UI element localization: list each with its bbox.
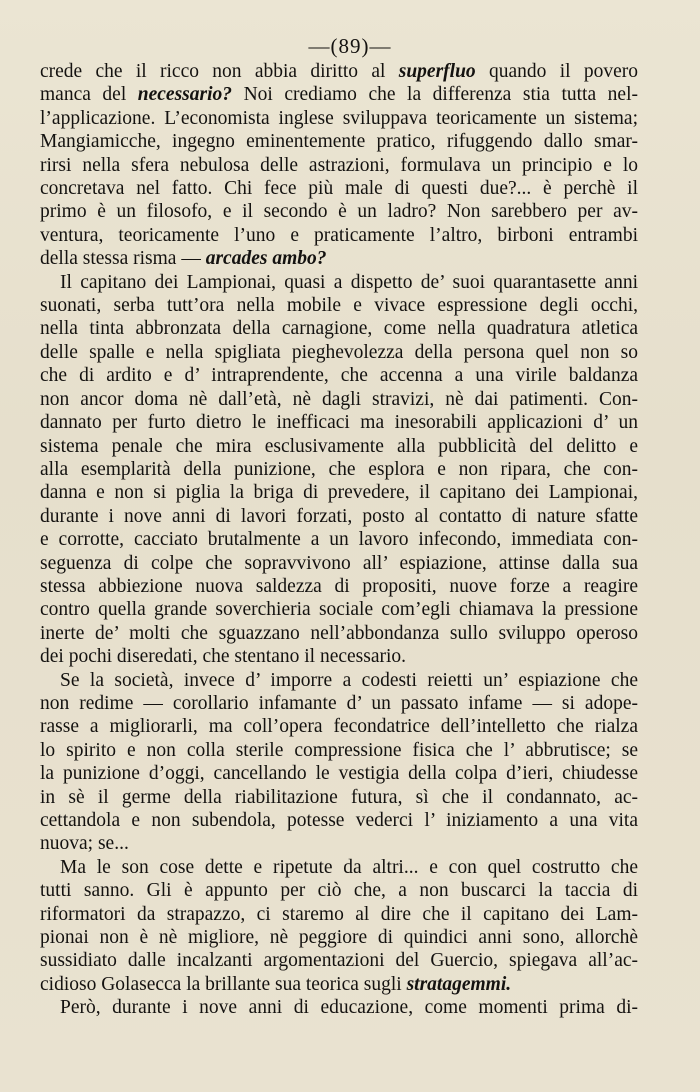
text-line — [40, 60, 638, 83]
text-run: della stessa risma — — [40, 248, 206, 270]
text-run: stessa abbiezione nuova saldezza di propositi, nuove forze a reagire — [40, 575, 638, 597]
text-line — [40, 247, 638, 270]
text-run: nuova; se... — [40, 833, 129, 855]
text-run: la punizione d’oggi, cancellando le vestigia della colpa d’ieri, chiudesse — [40, 763, 638, 785]
text-line — [40, 809, 638, 832]
text-line — [40, 949, 638, 972]
text-run: contro quella grande soverchieria sociale com’egli chiamava la pressione — [40, 599, 638, 621]
text-run: manca del — [40, 84, 138, 106]
text-run: Noi crediamo che la differenza stia tutta nel- — [232, 84, 638, 106]
text-line — [40, 669, 638, 692]
text-run: sistema penale che mira esclusivamente alla pubblicità del delitto e — [40, 435, 638, 457]
text-run: concretava nel fatto. Chi fece più male di questi due?... è perchè il — [40, 178, 638, 200]
text-line — [40, 832, 638, 855]
text-line — [40, 435, 638, 458]
text-line — [40, 364, 638, 387]
text-line — [40, 341, 638, 364]
text-line — [40, 528, 638, 551]
page-number: —(89)— — [308, 34, 392, 58]
text-run: Però, durante i nove anni di educazione, come momenti prima di- — [60, 997, 638, 1019]
text-run: e corrotte, cacciato brutalmente a un lavoro infecondo, immediata con- — [40, 529, 638, 551]
text-line — [40, 458, 638, 481]
text-run: seguenza di colpe che sopravvivono all’ espiazione, attinse dalla sua — [40, 552, 638, 574]
text-run: rasse a migliorarli, ma coll’opera fecondatrice dell’intelletto che rialza — [40, 716, 638, 738]
italic-phrase: superfluo — [398, 61, 476, 82]
text-run: rirsi nella sfera nebulosa delle astrazioni, formulava un principio e lo — [40, 154, 638, 176]
text-run: lo spirito e non colla sterile compressione fisica che l’ abbrutisce; se — [40, 739, 638, 761]
text-run: tutti sanno. Gli è appunto per ciò che, a non buscarci la taccia di — [40, 880, 638, 902]
text-run: primo è un filosofo, e il secondo è un ladro? Non sarebbero per av- — [40, 201, 638, 223]
text-line — [40, 926, 638, 949]
text-run: in sè il germe della riabilitazione futura, sì che il condannato, ac- — [40, 786, 638, 808]
text-run: quando il povero — [475, 61, 638, 82]
text-line — [40, 879, 638, 902]
text-line — [40, 294, 638, 317]
text-run: che di ardito e d’ intraprendente, che accenna a una virile baldanza — [40, 365, 638, 387]
text-run: nella tinta abbronzata della carnagione, come nella quadratura atletica — [40, 318, 638, 340]
text-line — [40, 903, 638, 926]
text-line — [40, 154, 638, 177]
text-line — [40, 411, 638, 434]
text-run: Se la società, invece d’ imporre a codesti reietti un’ espiazione che — [60, 669, 638, 691]
text-run: Ma le son cose dette e ripetute da altri... e con quel costrutto che — [60, 856, 638, 878]
text-run: delle spalle e nella spigliata pieghevolezza della persona quel non so — [40, 341, 638, 363]
text-line — [40, 622, 638, 645]
text-run: l’applicazione. L’economista inglese sviluppava teoricamente un sistema; — [40, 107, 638, 129]
text-run: Mangiamicche, ingegno eminentemente pratico, rifuggendo dallo smar- — [40, 131, 638, 153]
text-line — [40, 786, 638, 809]
text-run: sussidiato dalle incalzanti argomentazioni del Guercio, spiegava all’ac- — [40, 950, 638, 972]
text-run: crede che il ricco non abbia diritto al — [40, 61, 399, 82]
text-line — [40, 481, 638, 504]
text-line — [40, 973, 638, 996]
text-line — [40, 575, 638, 598]
text-line — [40, 762, 638, 785]
text-run: cettandola e non subendola, potesse vederci l’ iniziamento a una vita — [40, 810, 638, 831]
italic-phrase: stratagemmi. — [406, 973, 512, 995]
text-line — [40, 271, 638, 294]
italic-phrase: arcades ambo? — [205, 248, 327, 270]
text-run: non ancor doma nè dall’età, nè dagli stravizi, nè dai patimenti. Con- — [40, 388, 638, 410]
text-line — [40, 224, 638, 247]
text-line — [40, 692, 638, 715]
text-line — [40, 598, 638, 621]
text-run: dei pochi diseredati, che stentano il necessario. — [40, 646, 407, 668]
text-line — [40, 715, 638, 738]
text-run: dannato per furto dietro le inefficaci ma inesorabili applicazioni d’ un — [40, 412, 638, 434]
text-run: durante i nove anni di lavori forzati, posto al contatto di nature sfatte — [40, 505, 638, 527]
text-line — [40, 645, 638, 668]
body-text — [40, 60, 638, 1020]
text-line — [40, 996, 638, 1019]
text-line — [40, 739, 638, 762]
text-line — [40, 505, 638, 528]
text-run: ventura, teoricamente l’uno e praticamente l’altro, birboni entrambi — [40, 224, 638, 246]
text-run: Il capitano dei Lampionai, quasi a dispetto de’ suoi quarantasette anni — [60, 271, 638, 293]
text-line — [40, 177, 638, 200]
text-run: inerte de’ molti che sguazzano nell’abbondanza sullo sviluppo operoso — [40, 622, 638, 644]
text-run: non redime — corollario infamante d’ un passato infame — si adope- — [40, 692, 638, 714]
text-run: danna e non si piglia la briga di prevedere, il capitano dei Lampionai, — [40, 482, 638, 504]
text-run: suonati, serba tutt’ora nella mobile e vivace espressione degli occhi, — [40, 295, 638, 317]
text-line — [40, 83, 638, 106]
text-run: cidioso Golasecca la brillante sua teorica sugli — [40, 973, 407, 995]
text-line — [40, 856, 638, 879]
text-run: riformatori da strapazzo, ci staremo al dire che il capitano dei Lam- — [40, 903, 638, 925]
text-line — [40, 200, 638, 223]
italic-phrase: necessario? — [137, 84, 233, 106]
text-run: alla esemplarità della punizione, che esplora e non ripara, che con- — [40, 458, 638, 480]
text-line — [40, 388, 638, 411]
text-line — [40, 552, 638, 575]
text-line — [40, 317, 638, 340]
text-run: pionai non è nè migliore, nè peggiore di quindici anni sono, allorchè — [40, 927, 638, 949]
text-line — [40, 107, 638, 130]
text-line — [40, 130, 638, 153]
